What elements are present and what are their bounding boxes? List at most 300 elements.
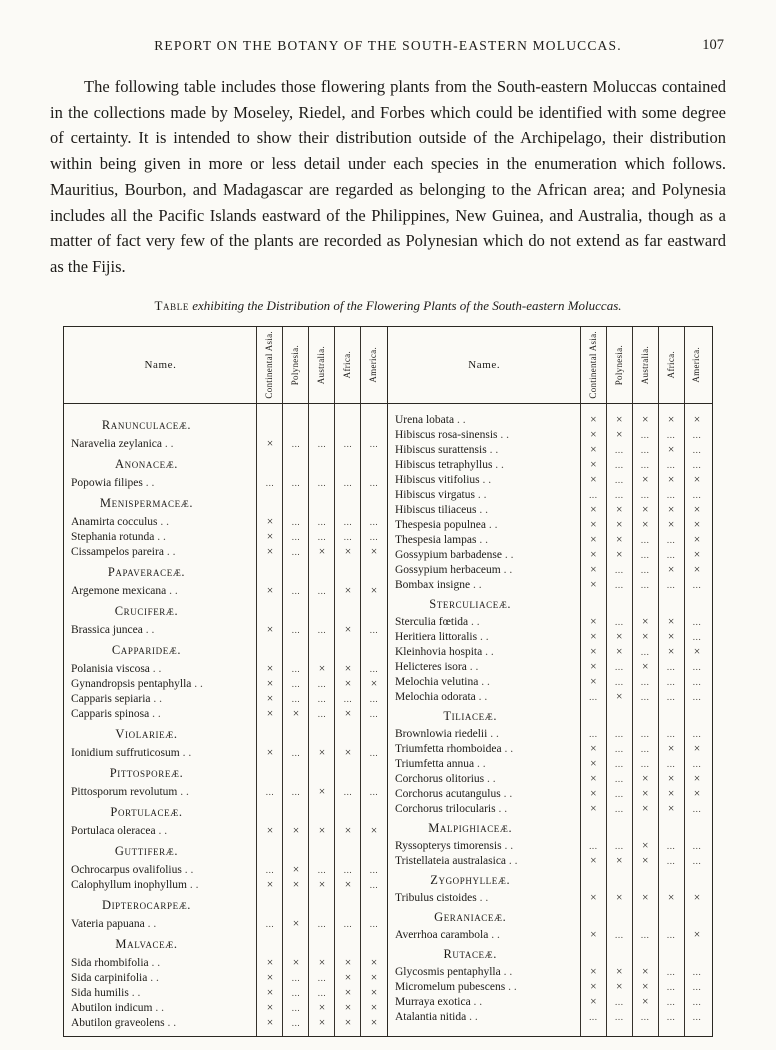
species-row: [388, 802, 710, 817]
empty-cell: [658, 910, 684, 925]
absence-mark: ...: [291, 1002, 301, 1013]
empty-cell: [684, 873, 710, 888]
species-name: Triumfetta annua . .: [388, 757, 580, 772]
presence-mark: ×: [590, 980, 597, 993]
absence-mark: ...: [666, 1011, 676, 1022]
species-name: Thespesia populnea . .: [388, 518, 580, 533]
species-row: [64, 746, 387, 761]
absence-mark: ...: [317, 693, 327, 704]
species-name: Corchorus trilocularis . .: [388, 802, 580, 817]
absence-mark: ...: [640, 579, 650, 590]
absence-mark: ...: [615, 474, 624, 485]
absence-mark: ...: [615, 676, 624, 687]
species-name: Brownlowia riedelii . .: [388, 727, 580, 742]
absence-mark: ...: [291, 546, 301, 557]
empty-cell: [257, 805, 283, 820]
presence-mark: ×: [266, 971, 274, 984]
species-row: [388, 503, 710, 518]
empty-cell: [361, 418, 387, 433]
absence-mark: ...: [317, 972, 327, 983]
family-heading-row: [388, 943, 710, 965]
absence-mark: ...: [369, 786, 379, 797]
presence-mark: ×: [641, 891, 649, 904]
family-name: Portulaceæ.: [110, 804, 183, 819]
species-name: Sterculia fœtida . .: [388, 615, 580, 630]
name-column-header: Name.: [144, 358, 177, 371]
family-heading-row: [64, 560, 387, 584]
species-name: Hibiscus virgatus . .: [388, 488, 580, 503]
species-name: Gossypium barbadense . .: [388, 548, 580, 563]
absence-mark: ...: [692, 996, 702, 1007]
empty-cell: [606, 709, 632, 724]
absence-mark: ...: [291, 786, 301, 797]
presence-mark: ×: [641, 630, 649, 643]
presence-mark: ×: [318, 824, 326, 837]
species-name: Calophyllum inophyllum . .: [64, 878, 257, 893]
presence-mark: ×: [318, 878, 326, 891]
species-row: [388, 854, 710, 869]
empty-cell: [361, 565, 387, 580]
species-row: [64, 545, 387, 560]
empty-cell: [361, 844, 387, 859]
species-name: Hibiscus tiliaceus . .: [388, 503, 580, 518]
species-row: [388, 1010, 710, 1025]
presence-mark: ×: [693, 413, 701, 426]
species-row: [64, 824, 387, 839]
empty-cell: [309, 604, 335, 619]
species-name: Averrhoa carambola . .: [388, 928, 580, 943]
column-header-australia: Australia.: [316, 345, 327, 384]
page-number: 107: [702, 37, 724, 53]
absence-mark: ...: [369, 663, 379, 674]
species-row: [64, 677, 387, 692]
species-name: Stephania rotunda . .: [64, 530, 257, 545]
family-name: Ranunculaceæ.: [101, 417, 192, 432]
species-row: [64, 662, 387, 677]
table-header-left-half: [64, 327, 387, 403]
empty-cell: [580, 873, 606, 888]
presence-mark: ×: [590, 757, 597, 770]
presence-mark: ×: [616, 533, 623, 546]
presence-mark: ×: [641, 854, 649, 867]
species-row: [388, 690, 710, 705]
species-row: [388, 787, 710, 802]
species-row: [64, 863, 387, 878]
absence-mark: ...: [291, 531, 301, 542]
family-name: Anonaceæ.: [114, 456, 179, 471]
presence-mark: ×: [292, 917, 300, 930]
presence-mark: ×: [641, 413, 649, 426]
empty-cell: [606, 821, 632, 836]
presence-mark: ×: [292, 824, 300, 837]
presence-mark: ×: [590, 660, 597, 673]
presence-mark: ×: [266, 623, 274, 636]
species-row: [388, 891, 710, 906]
absence-mark: ...: [640, 489, 650, 500]
absence-mark: ...: [369, 864, 379, 875]
presence-mark: ×: [344, 986, 352, 999]
species-row: [388, 548, 710, 563]
empty-cell: [283, 937, 309, 952]
empty-cell: [335, 496, 361, 511]
presence-mark: ×: [667, 891, 675, 904]
family-heading-row: [388, 593, 710, 615]
species-name: Naravelia zeylanica . .: [64, 437, 257, 452]
absence-mark: ...: [692, 691, 702, 702]
species-row: [388, 533, 710, 548]
family-name: Zygophylleæ.: [430, 872, 511, 887]
empty-cell: [283, 643, 309, 658]
family-heading-row: [64, 722, 387, 746]
species-name: Bombax insigne . .: [388, 578, 580, 593]
empty-cell: [658, 821, 684, 836]
empty-cell: [335, 604, 361, 619]
presence-mark: ×: [693, 518, 701, 531]
species-name: Helicteres isora . .: [388, 660, 580, 675]
species-row: [64, 1016, 387, 1031]
column-header-continental-asia: Continental Asia.: [587, 331, 598, 399]
presence-mark: ×: [693, 742, 701, 755]
empty-cell: [309, 766, 335, 781]
presence-mark: ×: [370, 971, 378, 984]
absence-mark: ...: [692, 803, 702, 814]
empty-cell: [658, 947, 684, 962]
presence-mark: ×: [318, 545, 326, 558]
species-name: Abutilon graveolens . .: [64, 1016, 257, 1031]
presence-mark: ×: [370, 677, 378, 690]
absence-mark: ...: [317, 708, 327, 719]
presence-mark: ×: [667, 473, 675, 486]
species-row: [64, 971, 387, 986]
absence-mark: ...: [343, 693, 353, 704]
absence-mark: ...: [640, 646, 650, 657]
column-header-polynesia: Polynesia.: [613, 344, 624, 385]
presence-mark: ×: [344, 545, 352, 558]
family-heading-row: [64, 932, 387, 956]
absence-mark: ...: [640, 676, 650, 687]
presence-mark: ×: [266, 1016, 274, 1029]
presence-mark: ×: [370, 545, 378, 558]
absence-mark: ...: [666, 429, 676, 440]
table-body-right-half: [387, 404, 710, 1036]
presence-mark: ×: [370, 986, 378, 999]
absence-mark: ...: [692, 444, 702, 455]
presence-mark: ×: [641, 660, 649, 673]
species-row: [388, 839, 710, 854]
species-name: Portulaca oleracea . .: [64, 824, 257, 839]
absence-mark: ...: [640, 534, 650, 545]
presence-mark: ×: [590, 772, 597, 785]
absence-mark: ...: [640, 929, 650, 940]
absence-mark: ...: [666, 661, 676, 672]
absence-mark: ...: [291, 477, 301, 488]
species-name: Sida humilis . .: [64, 986, 257, 1001]
absence-mark: ...: [666, 534, 676, 545]
species-row: [64, 986, 387, 1001]
presence-mark: ×: [590, 645, 597, 658]
absence-mark: ...: [317, 987, 327, 998]
presence-mark: ×: [693, 645, 701, 658]
presence-mark: ×: [667, 645, 675, 658]
presence-mark: ×: [370, 584, 378, 597]
presence-mark: ×: [667, 787, 675, 800]
absence-mark: ...: [343, 516, 353, 527]
species-name: Hibiscus tetraphyllus . .: [388, 458, 580, 473]
absence-mark: ...: [692, 631, 702, 642]
table-body: [64, 404, 712, 1036]
presence-mark: ×: [266, 677, 274, 690]
empty-cell: [606, 873, 632, 888]
presence-mark: ×: [667, 563, 675, 576]
absence-mark: ...: [692, 981, 702, 992]
absence-mark: ...: [317, 438, 327, 449]
absence-mark: ...: [291, 693, 301, 704]
absence-mark: ...: [666, 459, 676, 470]
presence-mark: ×: [616, 980, 623, 993]
species-name: Pittosporum revolutum . .: [64, 785, 257, 800]
presence-mark: ×: [344, 623, 352, 636]
absence-mark: ...: [640, 758, 650, 769]
empty-cell: [361, 604, 387, 619]
species-row: [388, 727, 710, 742]
species-name: Triumfetta rhomboidea . .: [388, 742, 580, 757]
species-name: Hibiscus rosa-sinensis . .: [388, 428, 580, 443]
empty-cell: [580, 910, 606, 925]
empty-cell: [335, 805, 361, 820]
empty-cell: [283, 457, 309, 472]
presence-mark: ×: [590, 533, 597, 546]
species-name: Hibiscus surattensis . .: [388, 443, 580, 458]
family-heading-row: [64, 638, 387, 662]
family-name: Papaveraceæ.: [107, 564, 186, 579]
presence-mark: ×: [641, 518, 649, 531]
absence-mark: ...: [692, 661, 702, 672]
family-heading-row: [64, 839, 387, 863]
presence-mark: ×: [370, 824, 378, 837]
species-name: Tribulus cistoides . .: [388, 891, 580, 906]
species-name: Gossypium herbaceum . .: [388, 563, 580, 578]
column-header-australia: Australia.: [639, 345, 650, 384]
table-caption-text: exhibiting the Distribution of the Flowering Plants of the South-eastern Moluccas.: [188, 297, 622, 313]
absence-mark: ...: [291, 678, 301, 689]
presence-mark: ×: [344, 677, 352, 690]
absence-mark: ...: [589, 489, 598, 500]
empty-cell: [684, 709, 710, 724]
absence-mark: ...: [317, 678, 327, 689]
presence-mark: ×: [266, 662, 274, 675]
species-row: [388, 488, 710, 503]
absence-mark: ...: [615, 459, 624, 470]
absence-mark: ...: [640, 549, 650, 560]
presence-mark: ×: [266, 878, 274, 891]
presence-mark: ×: [344, 584, 352, 597]
species-row: [64, 878, 387, 893]
species-name: Ryssopterys timorensis . .: [388, 839, 580, 854]
species-row: [388, 630, 710, 645]
family-heading-row: [388, 869, 710, 891]
presence-mark: ×: [344, 1001, 352, 1014]
presence-mark: ×: [344, 707, 352, 720]
presence-mark: ×: [318, 956, 326, 969]
species-row: [64, 437, 387, 452]
empty-cell: [257, 898, 283, 913]
absence-mark: ...: [369, 477, 379, 488]
presence-mark: ×: [344, 1016, 352, 1029]
absence-mark: ...: [615, 661, 624, 672]
table-caption-word: Table: [154, 297, 189, 313]
presence-mark: ×: [266, 437, 274, 450]
presence-mark: ×: [616, 854, 623, 867]
empty-cell: [361, 643, 387, 658]
empty-cell: [283, 766, 309, 781]
family-heading-row: [388, 705, 710, 727]
absence-mark: ...: [692, 489, 702, 500]
family-name: Menispermaceæ.: [99, 495, 194, 510]
species-row: [388, 458, 710, 473]
presence-mark: ×: [266, 746, 274, 759]
empty-cell: [309, 418, 335, 433]
species-row: [388, 645, 710, 660]
presence-mark: ×: [292, 956, 300, 969]
empty-cell: [335, 727, 361, 742]
presence-mark: ×: [616, 518, 623, 531]
presence-mark: ×: [667, 503, 675, 516]
presence-mark: ×: [590, 891, 597, 904]
species-row: [388, 428, 710, 443]
presence-mark: ×: [616, 503, 623, 516]
empty-cell: [361, 766, 387, 781]
empty-cell: [580, 597, 606, 612]
column-header-africa: Africa.: [665, 351, 676, 379]
absence-mark: ...: [666, 691, 676, 702]
empty-cell: [335, 565, 361, 580]
presence-mark: ×: [616, 413, 623, 426]
presence-mark: ×: [693, 473, 701, 486]
species-row: [64, 785, 387, 800]
empty-cell: [257, 766, 283, 781]
absence-mark: ...: [343, 531, 353, 542]
presence-mark: ×: [693, 548, 701, 561]
species-name: Brassica juncea . .: [64, 623, 257, 638]
absence-mark: ...: [369, 624, 379, 635]
species-name: Kleinhovia hospita . .: [388, 645, 580, 660]
empty-cell: [309, 844, 335, 859]
presence-mark: ×: [590, 563, 597, 576]
absence-mark: ...: [343, 918, 353, 929]
absence-mark: ...: [615, 996, 624, 1007]
species-name: Sida rhombifolia . .: [64, 956, 257, 971]
empty-cell: [309, 457, 335, 472]
species-row: [64, 476, 387, 491]
family-name: Cruciferæ.: [114, 603, 179, 618]
column-header-africa: Africa.: [342, 351, 353, 379]
column-header-america: America.: [368, 347, 379, 383]
presence-mark: ×: [667, 742, 675, 755]
presence-mark: ×: [667, 802, 675, 815]
family-heading-row: [64, 413, 387, 437]
species-row: [388, 413, 710, 428]
absence-mark: ...: [666, 489, 676, 500]
species-name: Popowia filipes . .: [64, 476, 257, 491]
empty-cell: [257, 457, 283, 472]
absence-mark: ...: [317, 585, 327, 596]
column-header-polynesia: Polynesia.: [290, 344, 301, 385]
table-header-row: [64, 327, 712, 404]
presence-mark: ×: [344, 971, 352, 984]
presence-mark: ×: [318, 1016, 326, 1029]
absence-mark: ...: [343, 864, 353, 875]
empty-cell: [361, 898, 387, 913]
presence-mark: ×: [590, 473, 597, 486]
empty-cell: [283, 418, 309, 433]
species-name: Capparis spinosa . .: [64, 707, 257, 722]
empty-cell: [257, 418, 283, 433]
absence-mark: ...: [640, 429, 650, 440]
absence-mark: ...: [640, 691, 650, 702]
species-name: Melochia velutina . .: [388, 675, 580, 690]
empty-cell: [361, 457, 387, 472]
family-name: Sterculiaceæ.: [429, 596, 512, 611]
empty-cell: [309, 643, 335, 658]
presence-mark: ×: [616, 548, 623, 561]
presence-mark: ×: [590, 675, 597, 688]
empty-cell: [283, 727, 309, 742]
name-column-header: Name.: [468, 358, 501, 371]
species-name: Ochrocarpus ovalifolius . .: [64, 863, 257, 878]
species-row: [388, 563, 710, 578]
absence-mark: ...: [265, 477, 275, 488]
species-row: [388, 615, 710, 630]
presence-mark: ×: [266, 956, 274, 969]
absence-mark: ...: [343, 786, 353, 797]
absence-mark: ...: [615, 564, 624, 575]
species-row: [388, 578, 710, 593]
presence-mark: ×: [590, 518, 597, 531]
family-heading-row: [64, 452, 387, 476]
absence-mark: ...: [666, 579, 676, 590]
presence-mark: ×: [590, 742, 597, 755]
species-row: [64, 515, 387, 530]
family-name: Dipterocarpeæ.: [101, 897, 192, 912]
empty-cell: [632, 910, 658, 925]
presence-mark: ×: [590, 413, 597, 426]
absence-mark: ...: [291, 972, 301, 983]
empty-cell: [361, 805, 387, 820]
absence-mark: ...: [615, 728, 624, 739]
empty-cell: [684, 947, 710, 962]
empty-cell: [309, 805, 335, 820]
presence-mark: ×: [318, 1001, 326, 1014]
empty-cell: [335, 457, 361, 472]
absence-mark: ...: [615, 758, 624, 769]
empty-cell: [283, 604, 309, 619]
empty-cell: [658, 709, 684, 724]
empty-cell: [632, 947, 658, 962]
presence-mark: ×: [318, 662, 326, 675]
species-name: Heritiera littoralis . .: [388, 630, 580, 645]
absence-mark: ...: [666, 966, 676, 977]
distribution-table: [63, 326, 713, 1037]
absence-mark: ...: [265, 864, 275, 875]
absence-mark: ...: [640, 459, 650, 470]
species-name: Glycosmis pentaphylla . .: [388, 965, 580, 980]
presence-mark: ×: [641, 980, 649, 993]
absence-mark: ...: [369, 693, 379, 704]
empty-cell: [283, 844, 309, 859]
family-heading-row: [64, 599, 387, 623]
presence-mark: ×: [370, 1001, 378, 1014]
absence-mark: ...: [369, 879, 379, 890]
